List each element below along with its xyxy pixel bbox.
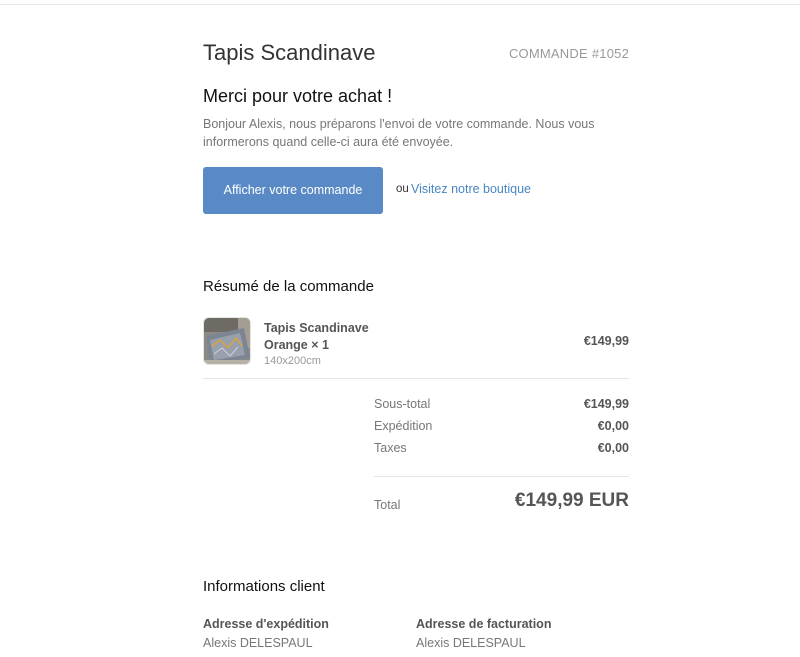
- taxes-row: [374, 441, 629, 463]
- shop-name: Tapis Scandinave: [203, 40, 376, 65]
- shipping-label: Expédition: [374, 419, 433, 433]
- taxes-label: Taxes: [374, 441, 407, 455]
- view-order-button[interactable]: Afficher votre commande: [203, 167, 383, 214]
- shipping-address-heading: Adresse d'expédition: [203, 617, 329, 631]
- total-value: €149,99 EUR: [514, 490, 629, 511]
- totals-table: [374, 397, 629, 463]
- item-variant: 140x200cm: [264, 355, 321, 367]
- shipping-address: [203, 616, 403, 653]
- total-label: Total: [374, 498, 401, 512]
- rug-product-image: [203, 317, 251, 365]
- subtotal-row: [374, 397, 629, 419]
- item-price: €149,99: [583, 334, 629, 348]
- intro-message: Bonjour Alexis, nous préparons l'envoi de votre commande. Nous vous informerons quand celle-ci aura été envoyée.: [203, 117, 595, 149]
- billing-address-heading: Adresse de facturation: [416, 617, 552, 631]
- totals-divider: [374, 476, 629, 477]
- or-text: ou: [396, 183, 409, 195]
- subtotal-label: Sous-total: [374, 397, 431, 411]
- shipping-address-name: Alexis DELESPAUL: [203, 636, 313, 650]
- visit-store-link[interactable]: Visitez notre boutique: [411, 182, 531, 196]
- taxes-value: €0,00: [597, 441, 629, 455]
- item-title-line1: Tapis Scandinave: [264, 321, 369, 335]
- grand-total-row: [374, 490, 629, 518]
- subtotal-value: €149,99: [583, 397, 629, 411]
- order-id: #1052: [591, 46, 629, 61]
- email-header: [203, 40, 629, 70]
- billing-address-name: Alexis DELESPAUL: [416, 636, 526, 650]
- order-summary-heading: Résumé de la commande: [203, 278, 374, 295]
- line-item: [203, 317, 629, 367]
- thank-you-heading: Merci pour votre achat !: [203, 86, 393, 106]
- items-divider: [203, 378, 629, 379]
- item-info: [264, 320, 464, 368]
- rug-image-svg: [204, 318, 251, 365]
- billing-address: [416, 616, 616, 653]
- order-number: [505, 46, 629, 61]
- customer-info-heading: Informations client: [203, 578, 325, 595]
- item-title-line2: Orange × 1: [264, 338, 329, 352]
- order-label: COMMANDE: [508, 46, 588, 61]
- top-divider: [0, 4, 800, 5]
- shipping-value: €0,00: [597, 419, 629, 433]
- shipping-row: [374, 419, 629, 441]
- actions-row: [203, 167, 629, 214]
